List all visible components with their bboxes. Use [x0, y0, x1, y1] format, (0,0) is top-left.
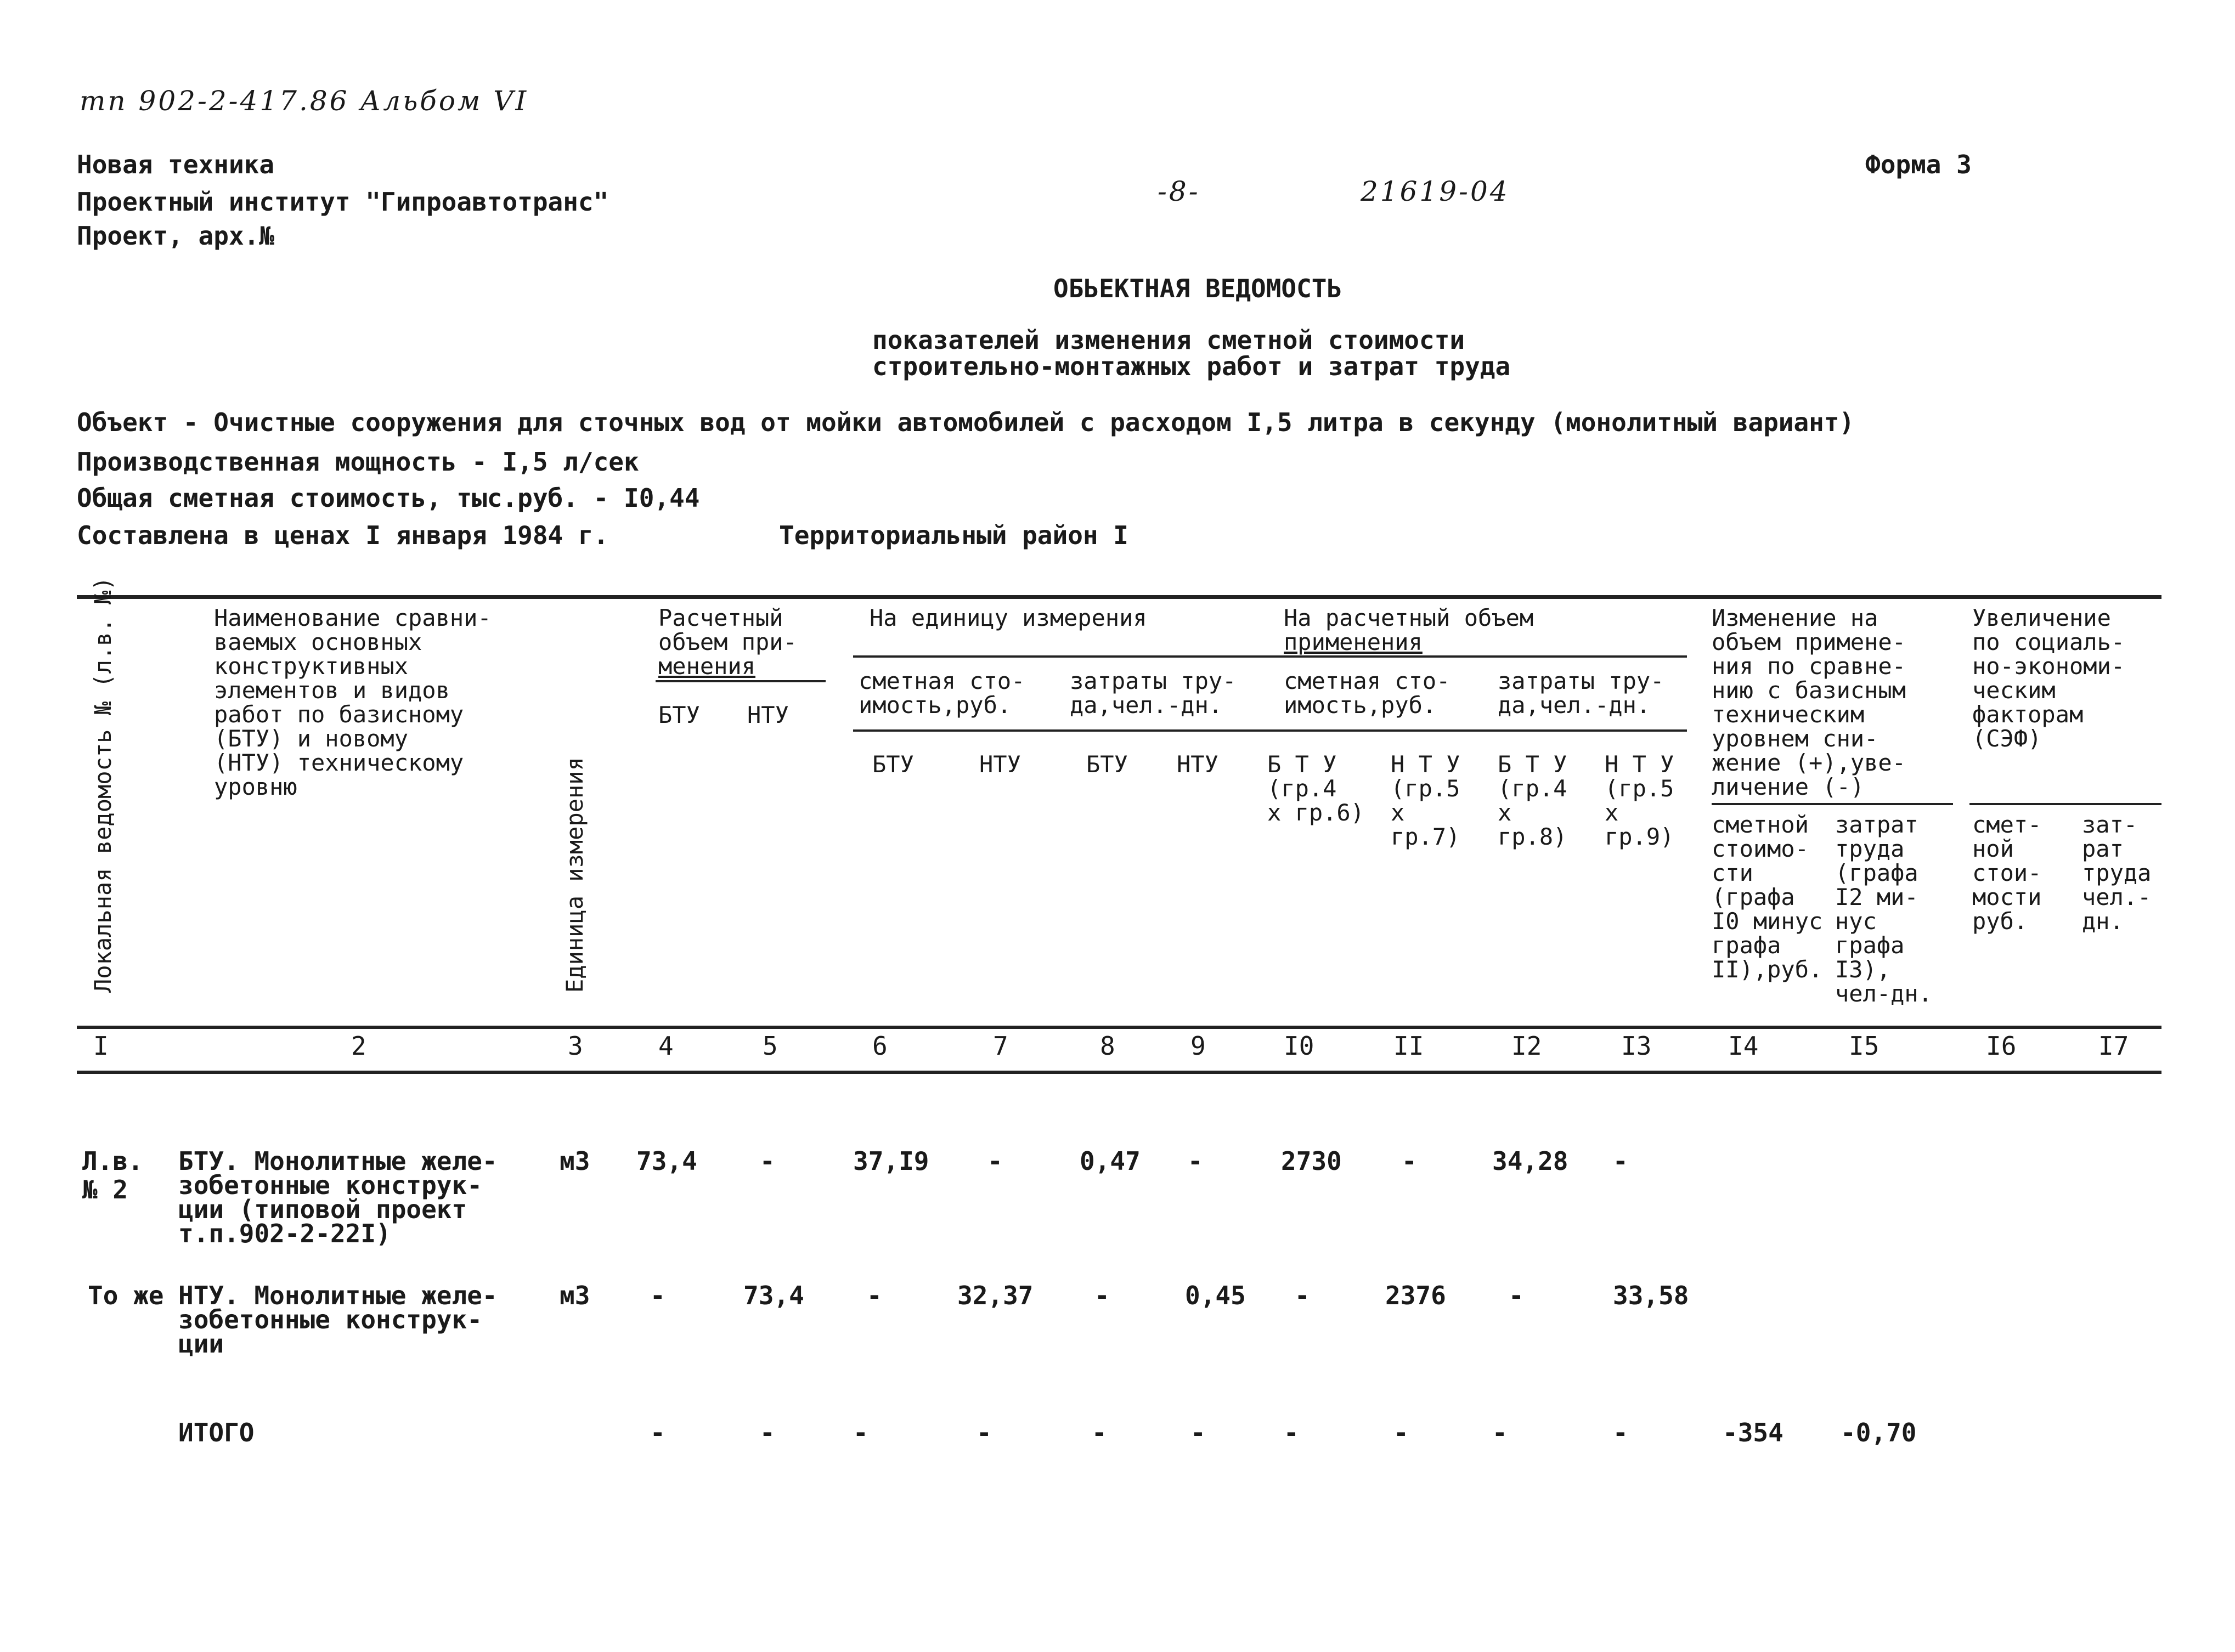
- total-col8: -: [1092, 1418, 1107, 1447]
- col-number-3: 3: [568, 1031, 583, 1061]
- per-unit-header: На единицу измерения: [870, 604, 1147, 631]
- social-header: Увеличение по социаль- но-экономи- ческим факторам (СЭФ): [1972, 604, 2125, 752]
- album-reference: тп 902-2-417.86 Альбом VI: [80, 85, 529, 117]
- col-unit: Единица измерения: [561, 757, 588, 993]
- col-number-6: 6: [872, 1031, 888, 1061]
- col-number-11: II: [1393, 1031, 1424, 1061]
- org-line-2: Проектный институт "Гипроавтотранс": [77, 187, 609, 217]
- row-1-col13: -: [1613, 1146, 1628, 1176]
- total-col13: -: [1613, 1418, 1628, 1447]
- prices-line: Составлена в ценах I января 1984 г.: [77, 521, 609, 550]
- rule-volume: [656, 680, 826, 682]
- col-number-4: 4: [658, 1031, 674, 1061]
- per-volume-cost: сметная сто- имость,руб.: [1284, 667, 1451, 718]
- row-1-col5: -: [760, 1146, 775, 1176]
- total-col5: -: [760, 1418, 775, 1447]
- row-2-col6: -: [867, 1281, 882, 1310]
- row-1-col4: 73,4: [636, 1146, 697, 1176]
- col-number-14: I4: [1728, 1031, 1759, 1061]
- col-local-statement: Локальная ведомость № (л.в. №): [89, 576, 116, 993]
- col-number-10: I0: [1284, 1031, 1314, 1061]
- total-col11: -: [1393, 1418, 1409, 1447]
- total-col7: -: [977, 1418, 992, 1447]
- per-unit-labor-btu: БТУ: [1086, 751, 1128, 778]
- col-volume-header: Расчетный объем при- менения: [658, 604, 797, 680]
- per-volume-labor: затраты тру- да,чел.-дн.: [1498, 667, 1664, 718]
- col-number-12: I2: [1511, 1031, 1542, 1061]
- col-volume-ntu: НТУ: [747, 701, 789, 728]
- change-header: Изменение на объем примене- ния по сравне- нию с базисным техническим уровнем сни- жение (+),уве- личение (-): [1712, 604, 1906, 800]
- col-number-13: I3: [1621, 1031, 1652, 1061]
- per-volume-ntu-g59: Н Т У (гр.5 х гр.9): [1605, 751, 1674, 850]
- per-unit-cost-btu: БТУ: [872, 751, 914, 778]
- per-volume-btu-g46: Б Т У (гр.4 х гр.6): [1267, 751, 1365, 826]
- col-number-7: 7: [993, 1031, 1008, 1061]
- document-subtitle-1: показателей изменения сметной стоимости: [872, 325, 1465, 355]
- document-subtitle-2: строительно-монтажных работ и затрат труда: [872, 352, 1511, 381]
- rule-social: [1969, 803, 2161, 805]
- org-line-1: Новая техника: [77, 150, 275, 179]
- col-number-5: 5: [763, 1031, 778, 1061]
- social-labor: зат- рат труда чел.- дн.: [2082, 811, 2152, 935]
- capacity-line: Производственная мощность - I,5 л/сек: [77, 447, 639, 477]
- rule-per-unit-group: [853, 655, 1687, 658]
- total-col4: -: [650, 1418, 665, 1447]
- change-cost: сметной стоимо- сти (графа I0 минус графа II),руб.: [1712, 811, 1823, 983]
- row-2-ref: То же: [88, 1281, 164, 1310]
- row-1-col8: 0,47: [1080, 1146, 1141, 1176]
- total-col10: -: [1284, 1418, 1299, 1447]
- document-title: ОБЬЕКТНАЯ ВЕДОМОСТЬ: [1053, 274, 1342, 303]
- per-volume-ntu-g57: Н Т У (гр.5 х гр.7): [1391, 751, 1460, 850]
- col-number-17: I7: [2098, 1031, 2129, 1061]
- row-2-col8: -: [1094, 1281, 1110, 1310]
- total-col12: -: [1492, 1418, 1508, 1447]
- col-number-2: 2: [351, 1031, 366, 1061]
- document-number: 21619-04: [1361, 176, 1510, 207]
- row-1-ref: Л.в. № 2: [82, 1146, 143, 1204]
- row-2-col5: 73,4: [743, 1281, 804, 1310]
- per-unit-labor-ntu: НТУ: [1177, 751, 1218, 778]
- col-number-8: 8: [1100, 1031, 1115, 1061]
- col-name-header: Наименование сравни- ваемых основных конструктивных элементов и видов работ по базисному (БТУ) и новому (НТУ) техническому уровню: [214, 604, 492, 800]
- table-header-rule: [77, 1026, 2161, 1029]
- form-label: Форма 3: [1865, 150, 1972, 179]
- region-line: Территориальный район I: [779, 521, 1128, 550]
- table-top-rule: [77, 595, 2161, 599]
- object-line: Объект - Очистные сооружения для сточных вод от мойки автомобилей с расходом I,5 литра в секунду (монолитный вариант): [77, 408, 1855, 437]
- rule-per-unit-sub: [853, 729, 1687, 732]
- row-2-name: НТУ. Монолитные желе- зобетонные конструк- ции: [178, 1281, 498, 1359]
- total-col6: -: [853, 1418, 868, 1447]
- per-volume-btu-g48: Б Т У (гр.4 х гр.8): [1498, 751, 1567, 850]
- total-label: ИТОГО: [178, 1418, 255, 1447]
- page-marker: -8-: [1158, 176, 1200, 207]
- row-2-col7: 32,37: [957, 1281, 1034, 1310]
- per-unit-cost: сметная сто- имость,руб.: [859, 667, 1025, 718]
- row-2-col10: -: [1295, 1281, 1310, 1310]
- row-1-name: БТУ. Монолитные желе- зобетонные конструк- ции (типовой проект т.п.902-2-22I): [178, 1146, 498, 1248]
- row-2-col11: 2376: [1385, 1281, 1446, 1310]
- row-1-col6: 37,I9: [853, 1146, 929, 1176]
- col-volume-btu: БТУ: [658, 701, 700, 728]
- row-2-col13: 33,58: [1613, 1281, 1689, 1310]
- col-number-9: 9: [1190, 1031, 1206, 1061]
- row-1-col12: 34,28: [1492, 1146, 1568, 1176]
- col-number-15: I5: [1849, 1031, 1880, 1061]
- total-col14: -354: [1723, 1418, 1784, 1447]
- row-2-unit: м3: [560, 1281, 590, 1310]
- cost-line: Общая сметная стоимость, тыс.руб. - I0,44: [77, 483, 700, 513]
- change-labor: затрат труда (графа I2 ми- нус графа I3), чел-дн.: [1835, 811, 1933, 1007]
- per-volume-header: На расчетный объем применения: [1284, 604, 1534, 655]
- total-col15: -0,70: [1841, 1418, 1917, 1447]
- social-cost: смет- ной стои- мости руб.: [1972, 811, 2042, 935]
- org-line-3: Проект, арх.№: [77, 221, 275, 251]
- row-1-col11: -: [1402, 1146, 1417, 1176]
- per-unit-cost-ntu: НТУ: [979, 751, 1021, 778]
- table-numbers-rule: [77, 1071, 2161, 1074]
- total-col9: -: [1190, 1418, 1206, 1447]
- row-2-col9: 0,45: [1185, 1281, 1246, 1310]
- rule-change: [1712, 803, 1953, 805]
- row-1-col7: -: [987, 1146, 1003, 1176]
- row-1-col9: -: [1188, 1146, 1203, 1176]
- row-2-col12: -: [1509, 1281, 1524, 1310]
- col-number-16: I6: [1986, 1031, 2017, 1061]
- col-number-1: I: [93, 1031, 109, 1061]
- row-1-col10: 2730: [1281, 1146, 1342, 1176]
- per-unit-labor: затраты тру- да,чел.-дн.: [1070, 667, 1237, 718]
- row-1-unit: м3: [560, 1146, 590, 1176]
- row-2-col4: -: [650, 1281, 665, 1310]
